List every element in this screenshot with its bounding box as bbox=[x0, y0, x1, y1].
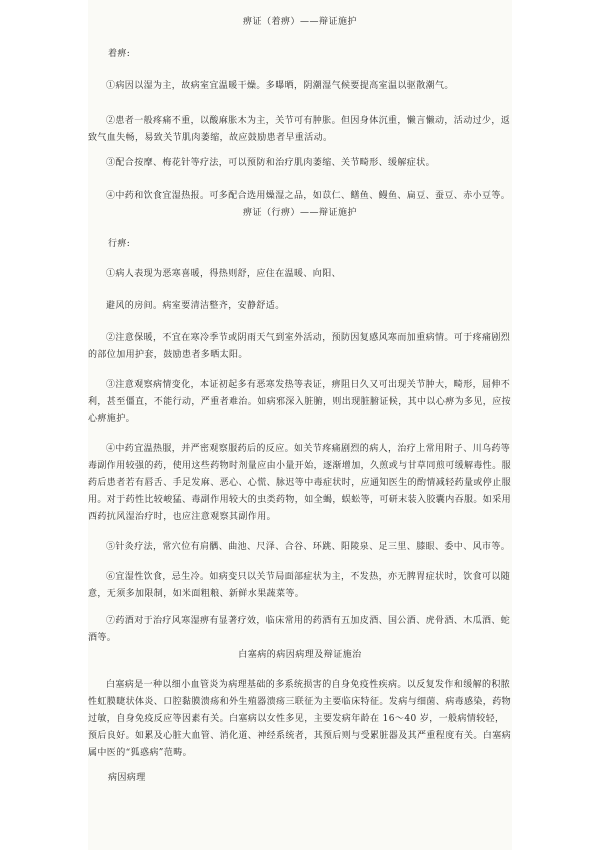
paragraph: ①病因以湿为主，故病室宜温暖干燥。多曝晒，阴潮湿气候要提高室温以驱散潮气。 bbox=[106, 81, 454, 91]
paragraph: ⑤针灸疗法，常穴位有肩髃、曲池、尺泽、合谷、环跳、阳陵泉、足三里、膝眼、委中、风市等。 bbox=[106, 542, 511, 552]
section-title-xingbi: 痹证（行痹）——辩证施护 bbox=[242, 208, 357, 218]
paragraph: ⑦药酒对于治疗风寒湿痹有显著疗效，临床常用的药酒有五加皮酒、国公酒、虎骨酒、木瓜酒、蛇酒等。 bbox=[88, 616, 511, 643]
document-page bbox=[88, 0, 512, 850]
paragraph: ④中药宜温热服，并严密观察服药后的反应。如关节疼痛剧烈的病人，治疗上常用附子、川乌药等毒副作用较强的药，使用这些药物时剂量应由小量开始，逐渐增加，久煎或与甘草同煎可缓解毒性。服药后患者若有唇舌、手足发麻、恶心、心慌、脉迟等中毒症状时，应通知医生的酌情减轻药量或停止服用。对于药性比较峻猛、毒副作用较大的虫类药物，如全蝎，蜈蚣等，可研末装入胶囊内吞服。如采用西药抗风湿治疗时，也应注意观察其副作用。 bbox=[88, 444, 512, 522]
paragraph: ④中药和饮食宜湿热报。可多配合选用燥湿之品，如苡仁、鳝鱼、鳗鱼、扁豆、蚕豆、赤小豆等。 bbox=[106, 191, 511, 201]
section-title-baisaibing: 白塞病的病因病理及辩证施治 bbox=[238, 650, 362, 660]
section-label-zhuobi: 着痹: bbox=[108, 49, 131, 59]
paragraph: ③注意观察病情变化，本证初起多有恶寒发热等表证，痹阻日久又可出现关节肿大，畸形，屈伸不利，甚至僵直，不能行动，严重者难治。如病邪深入脏腑，则出现脏腑证候，其中以心痹为多见，应按心痹施护。 bbox=[88, 380, 512, 424]
paragraph: ②注意保暖，不宜在寒冷季节或阴雨天气到室外活动，预防因复感风寒而加重病情。可于疼痛剧烈的部位加用护套，鼓励患者多晒太阳。 bbox=[88, 333, 511, 360]
section-title-zhuobi: 痹证（着痹）——辩证施护 bbox=[242, 17, 357, 27]
paragraph: 避风的房间。病室要清洁整齐，安静舒适。 bbox=[106, 301, 285, 311]
paragraph: ③配合按摩、梅花针等疗法，可以预防和治疗肌肉萎缩、关节畸形、缓解症状。 bbox=[106, 158, 436, 168]
paragraph: ②患者一般疼痛不重，以酸麻胀木为主，关节可有肿胀。但因身体沉重，懒言懒动，活动过少，返致气血失畅，易致关节肌肉萎缩，故应鼓励患者早重活动。 bbox=[88, 116, 511, 143]
paragraph: ①病人表现为恶寒喜暖，得热则舒，应住在温暖、向阳、 bbox=[106, 269, 342, 279]
subheading: 病因病理 bbox=[108, 773, 146, 783]
section-label-xingbi: 行痹: bbox=[108, 239, 131, 249]
paragraph: ⑥宜湿性饮食，忌生冷。如病变只以关节局面部症状为主，不发热，亦无脾胃症状时，饮食可以随意，无须多加限制，如米面粗粮、新鲜水果蔬菜等。 bbox=[88, 572, 511, 599]
paragraph: 白塞病是一种以细小血管炎为病理基础的多系统损害的自身免疫性疾病。以反复发作和缓解的积脓性虹膜睫状体炎、口腔黏膜溃疡和外生殖器溃疡三联征为主要临床特征。发病与细菌、病毒感染，药物过敏，自身免疫反应等因素有关。白塞病以女性多见，主要发病年龄在 16～40 岁，一般病情较轻，预后良好。如累及心脏大血管、消化道、神经系统者，其预后则与受累脏器及其严重程度有关。白塞病属中医的“狐惑病”范畴。 bbox=[88, 680, 512, 758]
